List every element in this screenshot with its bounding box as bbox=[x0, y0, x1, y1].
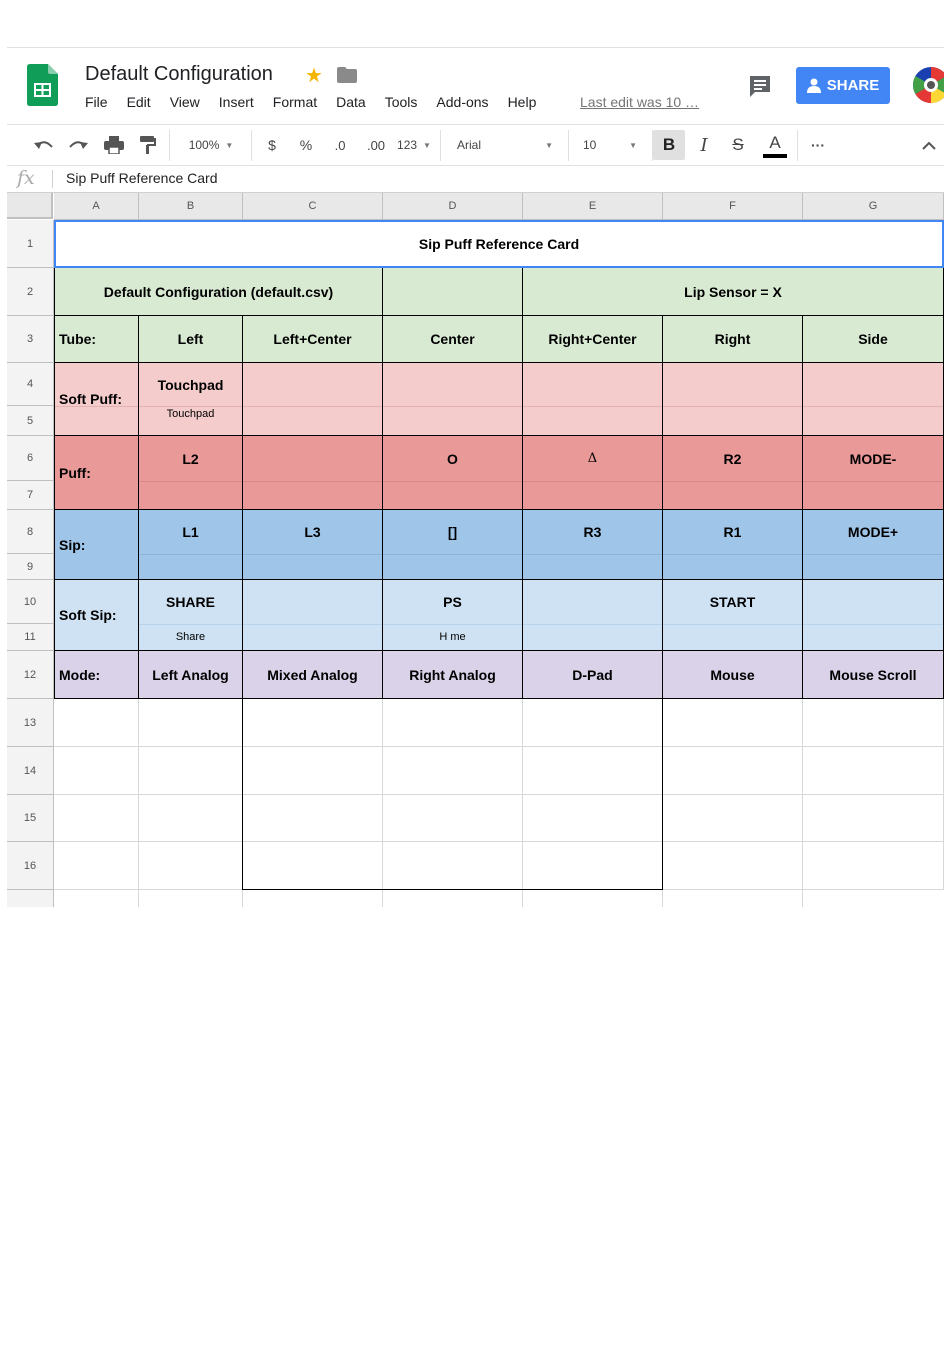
number-format-select[interactable] bbox=[395, 125, 433, 165]
mode-center-cell[interactable]: Right Analog bbox=[409, 666, 496, 683]
person-icon bbox=[807, 78, 821, 94]
sip-right-cell[interactable]: R1 bbox=[723, 524, 742, 540]
toolbar-divider bbox=[169, 130, 170, 161]
row-header-1[interactable]: 1 bbox=[7, 220, 54, 268]
puff-left-cell[interactable]: L2 bbox=[182, 450, 199, 467]
lip-sensor-cell[interactable]: Lip Sensor = X bbox=[684, 283, 782, 300]
zoom-select[interactable] bbox=[179, 125, 243, 165]
column-header-d[interactable]: D bbox=[383, 193, 523, 220]
row-header-11[interactable]: 11 bbox=[7, 624, 54, 651]
menu-tools[interactable]: Tools bbox=[384, 94, 418, 110]
puff-label-cell[interactable]: Puff: bbox=[59, 464, 91, 481]
row-header-16[interactable]: 16 bbox=[7, 842, 54, 890]
chevron-down-icon: ▼ bbox=[545, 140, 553, 150]
document-title[interactable]: Default Configuration bbox=[85, 63, 273, 85]
sheets-logo-icon[interactable] bbox=[27, 64, 58, 106]
print-icon[interactable] bbox=[101, 125, 127, 165]
column-header-g[interactable]: G bbox=[803, 193, 944, 220]
sip-label-cell[interactable]: Sip: bbox=[59, 536, 86, 553]
tube-left-cell[interactable]: Left bbox=[177, 331, 204, 347]
config-label-cell[interactable]: Default Configuration (default.csv) bbox=[103, 283, 334, 300]
puff-right-center-cell[interactable]: Δ bbox=[587, 451, 598, 466]
puff-side-cell[interactable]: MODE- bbox=[849, 450, 897, 467]
select-all-corner[interactable] bbox=[7, 193, 53, 219]
toolbar-divider bbox=[251, 130, 252, 161]
gridline bbox=[54, 746, 944, 747]
column-header-b[interactable]: B bbox=[139, 193, 243, 220]
font-size-select[interactable] bbox=[575, 125, 645, 165]
gridline bbox=[139, 624, 944, 625]
formula-input[interactable]: Sip Puff Reference Card bbox=[66, 170, 218, 186]
empty-cell[interactable] bbox=[383, 268, 522, 315]
soft-sip-center-cell[interactable]: PS bbox=[443, 594, 462, 610]
last-edit-link[interactable]: Last edit was 10 … bbox=[580, 94, 700, 110]
mode-left-center-cell[interactable]: Mixed Analog bbox=[267, 666, 358, 683]
row-header-15[interactable]: 15 bbox=[7, 795, 54, 842]
gridline bbox=[138, 699, 139, 907]
soft-sip-left-cell[interactable]: SHARE bbox=[165, 594, 215, 610]
mode-left-cell[interactable]: Left Analog bbox=[152, 666, 229, 683]
column-header-c[interactable]: C bbox=[243, 193, 383, 220]
column-header-a[interactable]: A bbox=[54, 193, 139, 220]
chevron-down-icon: ▼ bbox=[225, 140, 234, 150]
increase-decimal-button[interactable]: .00 bbox=[366, 137, 386, 153]
menu-bar bbox=[85, 94, 555, 110]
formula-bar bbox=[7, 166, 944, 193]
border bbox=[943, 268, 944, 699]
row-header-3[interactable]: 3 bbox=[7, 316, 54, 363]
font-size-value: 10 bbox=[583, 138, 597, 152]
comment-icon[interactable] bbox=[748, 74, 772, 98]
mode-side-cell[interactable]: Mouse Scroll bbox=[829, 666, 917, 683]
formula-divider bbox=[52, 170, 53, 188]
font-family-select[interactable] bbox=[449, 125, 561, 165]
soft-puff-label-cell[interactable]: Soft Puff: bbox=[59, 391, 122, 407]
toolbar-divider bbox=[440, 130, 441, 161]
column-header-f[interactable]: F bbox=[663, 193, 803, 220]
title-cell[interactable]: Sip Puff Reference Card bbox=[54, 220, 944, 268]
text-color-label: A bbox=[769, 132, 781, 152]
fx-icon: fx bbox=[17, 167, 35, 189]
mode-label-cell[interactable]: Mode: bbox=[59, 666, 101, 683]
menu-insert[interactable]: Insert bbox=[218, 94, 254, 110]
border bbox=[54, 698, 944, 699]
row-header-9[interactable]: 9 bbox=[7, 554, 54, 580]
sip-side-cell[interactable]: MODE+ bbox=[847, 524, 899, 540]
gridline bbox=[54, 794, 944, 795]
gridline bbox=[139, 481, 944, 482]
collapse-chevron-icon[interactable] bbox=[917, 125, 941, 165]
mode-right-cell[interactable]: Mouse bbox=[710, 666, 755, 683]
toolbar-divider bbox=[568, 130, 569, 161]
row-header-8[interactable]: 8 bbox=[7, 510, 54, 554]
decrease-decimal-button[interactable]: .0 bbox=[334, 137, 346, 153]
text-color-swatch bbox=[763, 154, 787, 158]
row-header-10[interactable]: 10 bbox=[7, 580, 54, 624]
gridline bbox=[139, 554, 944, 555]
sip-left-cell[interactable]: L1 bbox=[182, 524, 199, 540]
avatar[interactable] bbox=[912, 66, 944, 104]
tube-side-cell[interactable]: Side bbox=[858, 331, 888, 347]
gridline bbox=[802, 699, 803, 907]
soft-sip-label-cell[interactable]: Soft Sip: bbox=[59, 607, 117, 623]
soft-sip-center-sub-cell[interactable]: H me bbox=[439, 631, 466, 643]
border bbox=[802, 316, 803, 699]
share-button[interactable] bbox=[796, 67, 890, 104]
toolbar bbox=[7, 125, 944, 166]
soft-puff-left-sub-cell[interactable]: Touchpad bbox=[166, 408, 215, 420]
column-header-e[interactable]: E bbox=[523, 193, 663, 220]
app-header bbox=[7, 48, 944, 125]
gridline bbox=[54, 841, 944, 842]
menu-format[interactable]: Format bbox=[272, 94, 318, 110]
sip-center-cell[interactable]: [] bbox=[447, 524, 458, 540]
row-header-12[interactable]: 12 bbox=[7, 651, 54, 699]
toolbar-divider bbox=[797, 130, 798, 161]
zoom-value: 100% bbox=[188, 138, 220, 152]
chevron-down-icon: ▼ bbox=[423, 140, 431, 150]
currency-format-button[interactable]: $ bbox=[268, 137, 276, 153]
row-header-4[interactable]: 4 bbox=[7, 363, 54, 406]
soft-puff-left-cell[interactable]: Touchpad bbox=[157, 376, 224, 393]
gridline bbox=[943, 699, 944, 890]
gridline bbox=[242, 890, 243, 907]
gridline bbox=[522, 699, 523, 907]
italic-button[interactable]: I bbox=[700, 134, 708, 156]
tube-right-cell[interactable]: Right bbox=[714, 331, 751, 347]
sip-left-center-cell[interactable]: L3 bbox=[304, 524, 321, 540]
puff-right-cell[interactable]: R2 bbox=[723, 450, 742, 467]
border bbox=[243, 889, 663, 890]
row-header-14[interactable]: 14 bbox=[7, 747, 54, 795]
redo-icon[interactable] bbox=[65, 125, 91, 165]
menu-view[interactable]: View bbox=[169, 94, 200, 110]
menu-addons[interactable]: Add-ons bbox=[436, 94, 489, 110]
undo-icon[interactable] bbox=[31, 125, 57, 165]
folder-icon[interactable] bbox=[337, 67, 357, 83]
spreadsheet-app bbox=[7, 47, 944, 907]
strikethrough-button[interactable]: S bbox=[732, 135, 744, 154]
sip-right-center-cell[interactable]: R3 bbox=[583, 524, 602, 540]
text-color-button[interactable] bbox=[761, 125, 789, 165]
tube-center-cell[interactable]: Center bbox=[430, 331, 475, 347]
row-header-6[interactable]: 6 bbox=[7, 436, 54, 481]
bold-button[interactable]: B bbox=[653, 130, 685, 160]
row-header-5[interactable]: 5 bbox=[7, 406, 54, 436]
tube-left-center-cell[interactable]: Left+Center bbox=[273, 331, 352, 347]
soft-sip-left-sub-cell[interactable]: Share bbox=[175, 631, 206, 643]
percent-format-button[interactable]: % bbox=[299, 137, 313, 153]
share-label: SHARE bbox=[826, 77, 880, 94]
row-header-13[interactable]: 13 bbox=[7, 699, 54, 747]
star-icon[interactable]: ★ bbox=[305, 65, 323, 87]
puff-center-cell[interactable]: O bbox=[447, 450, 458, 467]
tube-right-center-cell[interactable]: Right+Center bbox=[548, 331, 637, 347]
border bbox=[242, 316, 243, 890]
number-format-label: 123 bbox=[397, 138, 418, 152]
font-family-value: Arial bbox=[457, 138, 482, 152]
tube-label-cell[interactable]: Tube: bbox=[59, 331, 97, 347]
more-options-button[interactable]: ··· bbox=[811, 137, 825, 153]
mode-right-center-cell[interactable]: D-Pad bbox=[572, 666, 613, 683]
gridline bbox=[662, 890, 663, 907]
paint-format-icon[interactable] bbox=[135, 125, 161, 165]
menu-edit[interactable]: Edit bbox=[126, 94, 151, 110]
menu-data[interactable]: Data bbox=[336, 94, 366, 110]
row-header-2[interactable]: 2 bbox=[7, 268, 54, 316]
menu-help[interactable]: Help bbox=[507, 94, 537, 110]
gridline bbox=[382, 699, 383, 907]
menu-file[interactable]: File bbox=[85, 94, 108, 110]
spreadsheet-grid bbox=[7, 193, 944, 907]
row-header-7[interactable]: 7 bbox=[7, 481, 54, 510]
soft-sip-right-cell[interactable]: START bbox=[709, 594, 756, 610]
chevron-down-icon: ▼ bbox=[629, 140, 637, 150]
row-header-overflow bbox=[7, 890, 54, 907]
